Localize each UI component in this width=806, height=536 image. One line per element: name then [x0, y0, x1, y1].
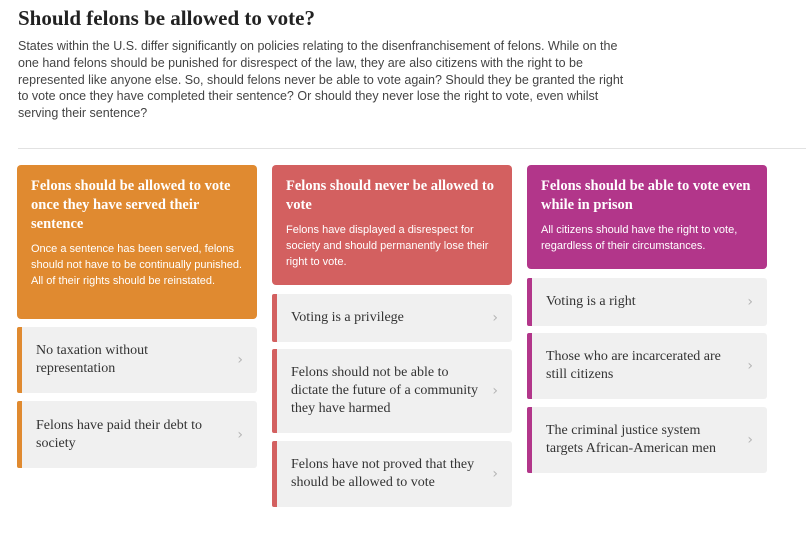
- position-column-never-vote: [272, 165, 512, 490]
- argument-card[interactable]: [527, 407, 767, 473]
- accent-bar: [527, 278, 532, 326]
- argument-card[interactable]: [272, 294, 512, 342]
- argument-label: Voting is a right: [546, 294, 636, 309]
- argument-card[interactable]: [17, 327, 257, 393]
- accent-bar: [272, 349, 277, 433]
- position-header-card[interactable]: [17, 165, 257, 319]
- chevron-right-icon: ›: [237, 352, 243, 368]
- position-description: Once a sentence has been served, felons should not have to be continually punished. All of their rights should be reinstated.: [31, 243, 242, 287]
- chevron-right-icon: ›: [747, 432, 753, 448]
- accent-bar: [527, 333, 532, 399]
- position-title: Felons should be able to vote even while in prison: [541, 178, 751, 213]
- position-column-served-sentence: [17, 165, 257, 451]
- accent-bar: [272, 441, 277, 507]
- position-title: Felons should never be allowed to vote: [286, 178, 494, 213]
- argument-card[interactable]: [272, 349, 512, 433]
- position-description: All citizens should have the right to vote, regardless of their circumstances.: [541, 224, 738, 252]
- position-header-card[interactable]: [527, 165, 767, 269]
- position-column-vote-in-prison: [527, 165, 767, 456]
- position-description: Felons have displayed a disrespect for society and should permanently lose their right to vote.: [286, 224, 489, 268]
- argument-label: Felons have paid their debt to society: [36, 417, 203, 451]
- argument-label: No taxation without representation: [36, 343, 148, 376]
- position-header-card[interactable]: [272, 165, 512, 285]
- accent-bar: [272, 294, 277, 342]
- chevron-right-icon: ›: [492, 383, 498, 399]
- argument-label: Felons have not proved that they should be allowed to vote: [291, 457, 475, 490]
- argument-label: Felons should not be able to dictate the future of a community they have harmed: [291, 365, 478, 416]
- accent-bar: [17, 327, 22, 393]
- argument-label: Those who are incarcerated are still citizens: [546, 349, 721, 382]
- argument-label: The criminal justice system targets African-American men: [546, 423, 717, 456]
- argument-card[interactable]: [17, 401, 257, 468]
- argument-label: Voting is a privilege: [291, 310, 404, 325]
- position-title: Felons should be allowed to vote once they have served their sentence: [31, 178, 231, 232]
- accent-bar: [527, 407, 532, 473]
- chevron-right-icon: ›: [492, 310, 498, 326]
- divider: [18, 148, 806, 149]
- accent-bar: [17, 401, 22, 468]
- page-title: Should felons be allowed to vote?: [18, 6, 315, 30]
- argument-card[interactable]: [527, 333, 767, 399]
- intro-paragraph: States within the U.S. differ significantly on policies relating to the disenfranchisement of felons. While on the one hand felons should be punished for disrespect of the law, they are also citizens with the right to be represented like anyone else. So, should felons never be able to vote again? Should they be granted the right to vote once they have completed their sentence? Or should they never lose the right to vote, even whilst serving their sentence?: [18, 39, 624, 121]
- chevron-right-icon: ›: [492, 466, 498, 482]
- chevron-right-icon: ›: [237, 426, 243, 443]
- chevron-right-icon: ›: [747, 358, 753, 374]
- chevron-right-icon: ›: [747, 294, 753, 310]
- argument-card[interactable]: [527, 278, 767, 326]
- argument-card[interactable]: [272, 441, 512, 507]
